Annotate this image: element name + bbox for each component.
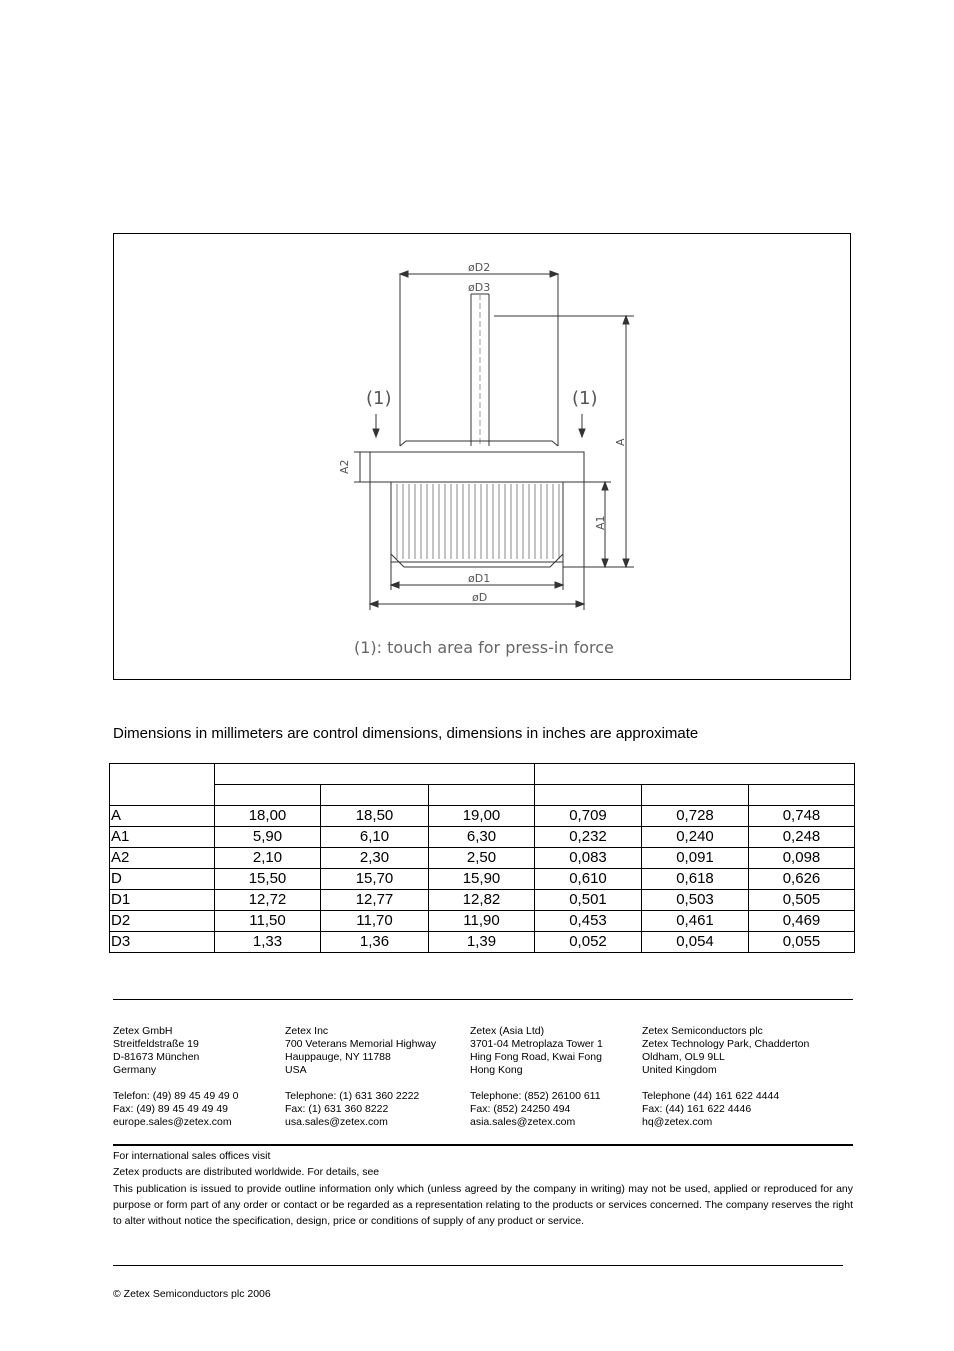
distribution-text: Zetex products are distributed worldwide. For details, see xyxy=(113,1166,380,1178)
label-a: A xyxy=(614,438,627,446)
contact-europe xyxy=(113,1025,239,1129)
value-inch: 0,503 xyxy=(642,890,749,911)
drawing-note: (1): touch area for press-in force xyxy=(354,638,614,657)
header-cell xyxy=(215,764,535,785)
table-row xyxy=(110,827,855,848)
value-inch: 0,055 xyxy=(749,932,855,953)
contact-line: Telephone (44) 161 622 4444 xyxy=(642,1090,780,1102)
value-inch: 0,728 xyxy=(642,806,749,827)
value-mm: 5,90 xyxy=(215,827,321,848)
value-inch: 0,453 xyxy=(535,911,642,932)
contact-uk xyxy=(642,1025,809,1129)
value-mm: 1,39 xyxy=(429,932,535,953)
value-mm: 2,30 xyxy=(321,848,429,869)
value-inch: 0,469 xyxy=(749,911,855,932)
table-row xyxy=(110,848,855,869)
contact-line: USA xyxy=(285,1064,307,1076)
divider xyxy=(113,1265,843,1266)
header-cell xyxy=(749,785,855,806)
table-row xyxy=(110,911,855,932)
contact-email[interactable]: asia.sales@zetex.com xyxy=(470,1116,576,1128)
contact-line: Fax: (49) 89 45 49 49 49 xyxy=(113,1103,228,1115)
table-row xyxy=(110,806,855,827)
label-d1: øD1 xyxy=(468,572,491,585)
value-inch: 0,052 xyxy=(535,932,642,953)
value-inch: 0,618 xyxy=(642,869,749,890)
value-mm: 18,50 xyxy=(321,806,429,827)
dimensions-note: Dimensions in millimeters are control dimensions, dimensions in inches are approximate xyxy=(113,725,699,742)
value-mm: 11,90 xyxy=(429,911,535,932)
table-subheader-row xyxy=(110,785,855,806)
contact-line: Zetex (Asia Ltd) xyxy=(470,1025,545,1037)
contact-email[interactable]: europe.sales@zetex.com xyxy=(113,1116,232,1128)
contact-line: Hauppauge, NY 11788 xyxy=(285,1051,391,1063)
value-inch: 0,626 xyxy=(749,869,855,890)
label-d2: øD2 xyxy=(468,261,491,274)
outline-drawing xyxy=(113,233,851,680)
value-inch: 0,240 xyxy=(642,827,749,848)
table-row xyxy=(110,890,855,911)
value-inch: 0,054 xyxy=(642,932,749,953)
value-inch: 0,098 xyxy=(749,848,855,869)
value-inch: 0,501 xyxy=(535,890,642,911)
contact-line: 3701-04 Metroplaza Tower 1 xyxy=(470,1038,603,1050)
value-inch: 0,248 xyxy=(749,827,855,848)
contact-line: Fax: (1) 631 360 8222 xyxy=(285,1103,389,1115)
contact-asia xyxy=(470,1025,603,1129)
header-cell xyxy=(215,785,321,806)
dimensions-table xyxy=(109,763,855,953)
value-inch: 0,505 xyxy=(749,890,855,911)
dimension-ref: A2 xyxy=(110,848,215,869)
value-mm: 18,00 xyxy=(215,806,321,827)
divider xyxy=(113,999,853,1000)
intl-sales-text: For international sales offices visit xyxy=(113,1150,271,1162)
contact-line: United Kingdom xyxy=(642,1064,717,1076)
value-inch: 0,461 xyxy=(642,911,749,932)
contact-line: Oldham, OL9 9LL xyxy=(642,1051,725,1063)
dimension-ref: D xyxy=(110,869,215,890)
table-row xyxy=(110,869,855,890)
value-inch: 0,748 xyxy=(749,806,855,827)
value-inch: 0,091 xyxy=(642,848,749,869)
header-cell xyxy=(429,785,535,806)
touch-marker-left: (1) xyxy=(366,388,392,409)
disclaimer-text: This publication is issued to provide outline information only which (unless agreed by the company in writing) may not be used, applied or reproduced for any purpose or form part of any order or contact or be regarded as a representation relating to the products or services concerned. The company reserves the right to alter without notice the specification, design, price or conditions of supply of any product or service. xyxy=(113,1183,853,1227)
contact-line: Fax: (44) 161 622 4446 xyxy=(642,1103,752,1115)
header-cell xyxy=(321,785,429,806)
dimension-ref: D3 xyxy=(110,932,215,953)
contact-line: Zetex Inc xyxy=(285,1025,329,1037)
table-row xyxy=(110,932,855,953)
value-mm: 1,36 xyxy=(321,932,429,953)
contact-line: Telephone: (852) 26100 611 xyxy=(470,1090,601,1102)
contact-usa xyxy=(285,1025,436,1129)
value-mm: 12,77 xyxy=(321,890,429,911)
contact-line: 700 Veterans Memorial Highway xyxy=(285,1038,437,1050)
value-mm: 2,10 xyxy=(215,848,321,869)
label-d3: øD3 xyxy=(468,281,491,294)
table-header-row xyxy=(110,764,855,785)
label-a1: A1 xyxy=(594,515,607,530)
value-inch: 0,610 xyxy=(535,869,642,890)
contact-line: Zetex Semiconductors plc xyxy=(642,1025,763,1037)
divider xyxy=(113,1144,853,1146)
label-d: øD xyxy=(472,591,488,604)
value-mm: 2,50 xyxy=(429,848,535,869)
contact-line: Germany xyxy=(113,1064,157,1076)
value-mm: 15,70 xyxy=(321,869,429,890)
contact-email[interactable]: usa.sales@zetex.com xyxy=(285,1116,388,1128)
copyright: © Zetex Semiconductors plc 2006 xyxy=(113,1288,271,1300)
header-cell xyxy=(535,764,855,785)
value-inch: 0,083 xyxy=(535,848,642,869)
contact-line: Zetex GmbH xyxy=(113,1025,173,1037)
value-mm: 15,50 xyxy=(215,869,321,890)
header-cell xyxy=(642,785,749,806)
contact-line: Hong Kong xyxy=(470,1064,523,1076)
contact-email[interactable]: hq@zetex.com xyxy=(642,1116,713,1128)
value-mm: 11,50 xyxy=(215,911,321,932)
dimension-ref: A1 xyxy=(110,827,215,848)
value-mm: 6,30 xyxy=(429,827,535,848)
value-mm: 12,82 xyxy=(429,890,535,911)
contact-line: Hing Fong Road, Kwai Fong xyxy=(470,1051,602,1063)
package-outline-diagram xyxy=(114,234,852,681)
value-inch: 0,709 xyxy=(535,806,642,827)
dimension-ref: A xyxy=(110,806,215,827)
header-cell xyxy=(535,785,642,806)
value-mm: 12,72 xyxy=(215,890,321,911)
contact-line: D-81673 München xyxy=(113,1051,200,1063)
contact-line: Zetex Technology Park, Chadderton xyxy=(642,1038,810,1050)
value-mm: 6,10 xyxy=(321,827,429,848)
contact-line: Fax: (852) 24250 494 xyxy=(470,1103,571,1115)
value-inch: 0,232 xyxy=(535,827,642,848)
dimension-ref: D1 xyxy=(110,890,215,911)
header-cell xyxy=(110,764,215,806)
contact-line: Telephone: (1) 631 360 2222 xyxy=(285,1090,420,1102)
label-a2: A2 xyxy=(338,459,351,474)
value-mm: 11,70 xyxy=(321,911,429,932)
touch-marker-right: (1) xyxy=(572,388,598,409)
value-mm: 19,00 xyxy=(429,806,535,827)
value-mm: 1,33 xyxy=(215,932,321,953)
value-mm: 15,90 xyxy=(429,869,535,890)
contact-line: Streitfeldstraße 19 xyxy=(113,1038,199,1050)
contact-line: Telefon: (49) 89 45 49 49 0 xyxy=(113,1090,239,1102)
dimension-ref: D2 xyxy=(110,911,215,932)
